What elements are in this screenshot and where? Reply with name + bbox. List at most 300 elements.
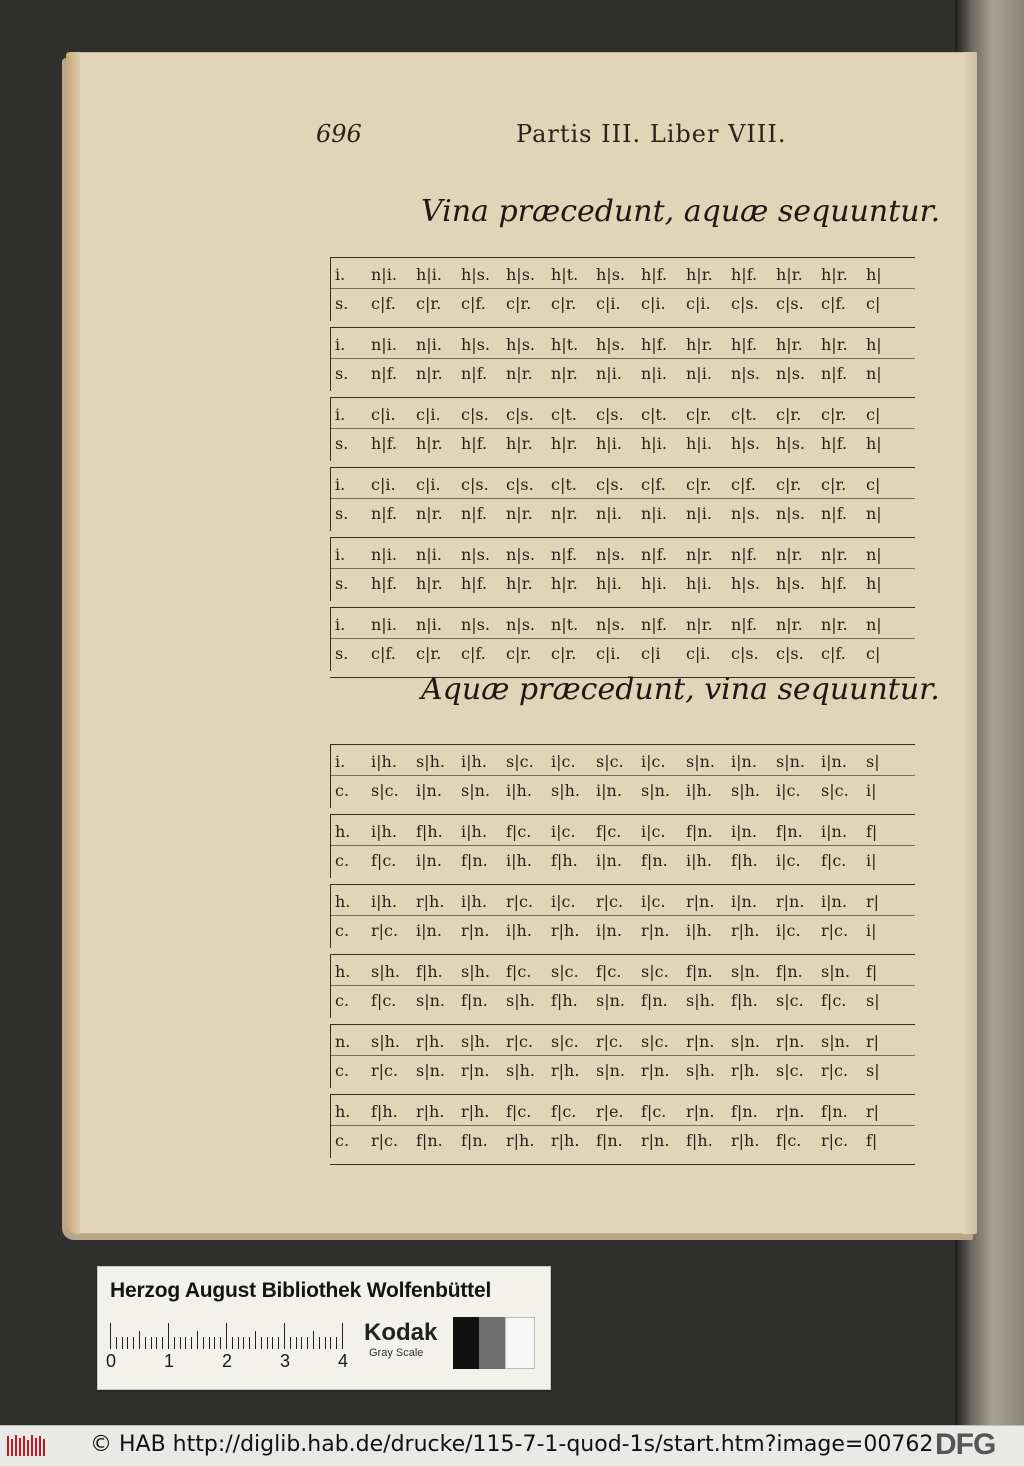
table-cell: h|s. bbox=[596, 264, 625, 284]
table-cell: h|i. bbox=[641, 573, 667, 593]
ruler-tick bbox=[220, 1337, 221, 1349]
table-cell: i. bbox=[335, 404, 346, 424]
table-cell: n| bbox=[866, 614, 882, 634]
table-cell: h|f. bbox=[641, 264, 668, 284]
table-cell: h|t. bbox=[551, 334, 579, 354]
table-cell: h|f. bbox=[461, 573, 488, 593]
table-cell: i|c. bbox=[551, 751, 576, 771]
table-row bbox=[331, 499, 915, 527]
ruler-tick bbox=[122, 1337, 123, 1349]
ruler-tick bbox=[319, 1337, 320, 1349]
table-cell: s|c. bbox=[776, 1060, 804, 1080]
ruler-tick bbox=[336, 1337, 337, 1349]
table-block bbox=[330, 537, 915, 601]
table-cell: s|c. bbox=[551, 961, 579, 981]
dfg-logo: DFG bbox=[935, 1428, 996, 1461]
table-cell: r|h. bbox=[551, 920, 580, 940]
table-cell: f|n. bbox=[416, 1130, 443, 1150]
ruler-tick bbox=[174, 1337, 175, 1349]
table-cell: s|n. bbox=[416, 990, 445, 1010]
table-cell: s|c. bbox=[821, 780, 849, 800]
table-row bbox=[331, 400, 915, 429]
table-cell: h|f. bbox=[461, 433, 488, 453]
table-cell: s|n. bbox=[416, 1060, 445, 1080]
ruler-tick bbox=[203, 1337, 204, 1349]
table-cell: r|n. bbox=[686, 891, 715, 911]
table-cell: h|i. bbox=[686, 573, 712, 593]
book-page bbox=[66, 52, 977, 1234]
table-cell: f|n. bbox=[731, 1101, 758, 1121]
table-cell: i|h. bbox=[686, 780, 712, 800]
table-cell: f|c. bbox=[506, 821, 532, 841]
table-cell: i|n. bbox=[731, 891, 757, 911]
table-cell: f|n. bbox=[461, 850, 488, 870]
table-cell: f|h. bbox=[731, 850, 758, 870]
table-cell: c|i. bbox=[416, 404, 441, 424]
ruler-tick bbox=[168, 1323, 169, 1349]
table-cell: s|h. bbox=[506, 1060, 535, 1080]
table-cell: s|n. bbox=[641, 780, 670, 800]
table-cell: c|f. bbox=[641, 474, 666, 494]
table-cell: n|i. bbox=[416, 544, 442, 564]
table-cell: r|h. bbox=[731, 1130, 760, 1150]
table-cell: f|n. bbox=[461, 990, 488, 1010]
table-cell: c|i. bbox=[596, 643, 621, 663]
table-cell: r|n. bbox=[686, 1101, 715, 1121]
table-cell: f|n. bbox=[821, 1101, 848, 1121]
table-cell: n|f. bbox=[641, 614, 668, 634]
table-cell: h|s. bbox=[776, 573, 805, 593]
table-row bbox=[331, 289, 915, 317]
table-cell: f|h. bbox=[686, 1130, 713, 1150]
ruler-tick bbox=[214, 1337, 215, 1349]
table-block bbox=[330, 744, 915, 808]
ruler-tick bbox=[301, 1337, 302, 1349]
section-title-vina: Vina præcedunt, aquæ sequuntur. bbox=[421, 194, 941, 229]
table-cell: c|r. bbox=[551, 643, 577, 663]
table-cell: r|h. bbox=[416, 891, 445, 911]
table-cell: c| bbox=[866, 474, 881, 494]
table-cell: f| bbox=[866, 961, 878, 981]
table-cell: n|r. bbox=[551, 503, 578, 523]
table-cell: h|s. bbox=[506, 264, 535, 284]
table-cell: h|f. bbox=[821, 573, 848, 593]
table-cell: f|n. bbox=[776, 961, 803, 981]
table-cell: r|c. bbox=[506, 891, 534, 911]
table-cell: h. bbox=[335, 961, 351, 981]
table-block bbox=[330, 327, 915, 391]
table-cell: s|n. bbox=[461, 780, 490, 800]
table-cell: f|h. bbox=[416, 821, 443, 841]
table-cell: s. bbox=[335, 643, 349, 663]
table-cell: h. bbox=[335, 821, 351, 841]
scale-ruler bbox=[106, 1323, 350, 1371]
table-cell: r|e. bbox=[596, 1101, 624, 1121]
gray-swatch-mid bbox=[479, 1317, 505, 1369]
table-cell: f|c. bbox=[551, 1101, 577, 1121]
table-cell: f|c. bbox=[371, 850, 397, 870]
table-cell: f|n. bbox=[686, 961, 713, 981]
table-block bbox=[330, 884, 915, 948]
table-cell: f|c. bbox=[821, 990, 847, 1010]
table-cell: n|r. bbox=[776, 614, 803, 634]
table-cell: f|c. bbox=[596, 821, 622, 841]
table-cell: i. bbox=[335, 334, 346, 354]
table-cell: s|h. bbox=[461, 1031, 490, 1051]
table-bottom-rule bbox=[330, 1164, 915, 1165]
ruler-tick bbox=[185, 1337, 186, 1349]
table-cell: i|c. bbox=[641, 751, 666, 771]
table-cell: c|s. bbox=[596, 404, 624, 424]
table-block bbox=[330, 397, 915, 461]
ruler-tick bbox=[278, 1337, 279, 1349]
table-cell: c|r. bbox=[821, 474, 847, 494]
table-cell: c. bbox=[335, 1060, 350, 1080]
ruler-number: 0 bbox=[106, 1351, 117, 1371]
ruler-tick bbox=[342, 1323, 343, 1349]
table-cell: n|f. bbox=[731, 614, 758, 634]
table-row bbox=[331, 1027, 915, 1056]
gray-swatch-black bbox=[453, 1317, 479, 1369]
table-cell: c|r. bbox=[416, 643, 442, 663]
table-cell: c|r. bbox=[776, 474, 802, 494]
table-cell: c|t. bbox=[731, 404, 757, 424]
table-cell: r|n. bbox=[776, 891, 805, 911]
table-cell: n|s. bbox=[731, 503, 760, 523]
table-cell: r| bbox=[866, 1031, 880, 1051]
table-cell: s. bbox=[335, 503, 349, 523]
table-cell: n|i. bbox=[641, 503, 667, 523]
table-cell: s|c. bbox=[641, 961, 669, 981]
table-cell: s|h. bbox=[506, 990, 535, 1010]
table-cell: h|r. bbox=[506, 433, 533, 453]
table-cell: r|n. bbox=[641, 1060, 670, 1080]
table-cell: r|c. bbox=[821, 1130, 849, 1150]
table-block bbox=[330, 954, 915, 1018]
table-cell: f|c. bbox=[641, 1101, 667, 1121]
table-cell: c|s. bbox=[596, 474, 624, 494]
table-cell: r|h. bbox=[551, 1060, 580, 1080]
table-cell: r|c. bbox=[821, 1060, 849, 1080]
table-cell: i|n. bbox=[416, 920, 442, 940]
ruler-tick bbox=[307, 1337, 308, 1349]
table-cell: n|r. bbox=[416, 503, 443, 523]
ruler-tick bbox=[110, 1323, 111, 1349]
table-cell: s|h. bbox=[686, 990, 715, 1010]
table-cell: f| bbox=[866, 1130, 878, 1150]
table-row bbox=[331, 1056, 915, 1084]
source-url-link[interactable]: © HAB http://diglib.hab.de/drucke/115-7-1-quod-1s/start.htm?image=00762 bbox=[90, 1432, 934, 1457]
table-cell: s|n. bbox=[821, 961, 850, 981]
table-block bbox=[330, 467, 915, 531]
table-cell: i| bbox=[866, 920, 877, 940]
table-cell: n|i. bbox=[596, 503, 622, 523]
table-cell: c|f. bbox=[371, 293, 396, 313]
table-cell: c|i. bbox=[371, 404, 396, 424]
table-cell: h. bbox=[335, 891, 351, 911]
table-row bbox=[331, 916, 915, 944]
table-cell: h| bbox=[866, 573, 882, 593]
ruler-tick bbox=[151, 1337, 152, 1349]
table-cell: i|c. bbox=[776, 850, 801, 870]
table-cell: s|h. bbox=[371, 961, 400, 981]
ruler-number: 4 bbox=[338, 1351, 349, 1371]
table-cell: c|r. bbox=[506, 643, 532, 663]
table-cell: r| bbox=[866, 891, 880, 911]
table-cell: r|n. bbox=[686, 1031, 715, 1051]
table-cell: c|s. bbox=[461, 474, 489, 494]
table-row bbox=[331, 260, 915, 289]
table-cell: h| bbox=[866, 334, 882, 354]
table-cell: c|s. bbox=[731, 293, 759, 313]
table-cell: c|f. bbox=[461, 293, 486, 313]
table-cell: r|h. bbox=[461, 1101, 490, 1121]
table-cell: n|f. bbox=[461, 503, 488, 523]
table-cell: h|i. bbox=[416, 264, 442, 284]
table-cell: r|n. bbox=[641, 920, 670, 940]
table-cell: f|c. bbox=[776, 1130, 802, 1150]
table-cell: f|n. bbox=[686, 821, 713, 841]
table-cell: r|n. bbox=[461, 920, 490, 940]
ruler-tick bbox=[127, 1337, 128, 1349]
table-row bbox=[331, 776, 915, 804]
table-cell: i|n. bbox=[821, 891, 847, 911]
table-cell: s. bbox=[335, 293, 349, 313]
table-cell: c|i. bbox=[641, 293, 666, 313]
table-cell: r|h. bbox=[731, 1060, 760, 1080]
table-cell: f|c. bbox=[596, 961, 622, 981]
table-cell: r|h. bbox=[416, 1101, 445, 1121]
table-cell: h|f. bbox=[371, 573, 398, 593]
table-cell: c|r. bbox=[686, 404, 712, 424]
table-cell: i. bbox=[335, 544, 346, 564]
table-cell: s|h. bbox=[416, 751, 445, 771]
table-cell: n. bbox=[335, 1031, 351, 1051]
table-cell: c|t. bbox=[551, 404, 577, 424]
page-number: 696 bbox=[316, 120, 362, 148]
table-cell: h|s. bbox=[731, 433, 760, 453]
table-cell: h|r. bbox=[776, 334, 803, 354]
table-cell: n|f. bbox=[641, 544, 668, 564]
gray-scale-label: Gray Scale bbox=[369, 1347, 424, 1359]
table-cell: c|r. bbox=[416, 293, 442, 313]
table-cell: s|h. bbox=[461, 961, 490, 981]
table-cell: i. bbox=[335, 751, 346, 771]
ruler-tick bbox=[209, 1337, 210, 1349]
gray-swatch-white bbox=[505, 1317, 535, 1369]
table-cell: r|c. bbox=[596, 1031, 624, 1051]
ruler-tick bbox=[284, 1323, 285, 1349]
table-cell: n|f. bbox=[821, 363, 848, 383]
table-cell: s|c. bbox=[776, 990, 804, 1010]
ruler-number: 2 bbox=[222, 1351, 233, 1371]
table-cell: h|r. bbox=[821, 264, 848, 284]
table-cell: i|n. bbox=[596, 780, 622, 800]
table-cell: i|c. bbox=[641, 821, 666, 841]
table-cell: c|i. bbox=[686, 643, 711, 663]
table-cell: f|c. bbox=[506, 1101, 532, 1121]
table-cell: n|f. bbox=[461, 363, 488, 383]
table-cell: n|s. bbox=[596, 614, 625, 634]
table-cell: n|f. bbox=[371, 503, 398, 523]
table-cell: i|h. bbox=[686, 850, 712, 870]
table-cell: n|f. bbox=[731, 544, 758, 564]
table-cell: s. bbox=[335, 433, 349, 453]
table-row bbox=[331, 540, 915, 569]
table-cell: n|i. bbox=[641, 363, 667, 383]
table-cell: h|t. bbox=[551, 264, 579, 284]
table-cell: r|n. bbox=[776, 1031, 805, 1051]
table-cell: c|t. bbox=[641, 404, 667, 424]
ruler-tick bbox=[313, 1331, 314, 1349]
table-cell: r|c. bbox=[371, 1060, 399, 1080]
table-cell: i|h. bbox=[371, 751, 397, 771]
table-cell: i. bbox=[335, 474, 346, 494]
table-aquae bbox=[330, 744, 915, 1165]
table-cell: i|c. bbox=[776, 920, 801, 940]
table-cell: f|n. bbox=[641, 990, 668, 1010]
table-cell: f|n. bbox=[641, 850, 668, 870]
table-cell: i|h. bbox=[461, 821, 487, 841]
table-cell: h|r. bbox=[686, 264, 713, 284]
table-cell: i|c. bbox=[551, 891, 576, 911]
table-cell: h|s. bbox=[506, 334, 535, 354]
table-cell: r|c. bbox=[371, 1130, 399, 1150]
table-cell: s|c. bbox=[551, 1031, 579, 1051]
table-cell: r|n. bbox=[776, 1101, 805, 1121]
ruler-tick bbox=[267, 1337, 268, 1349]
table-cell: c|i. bbox=[371, 474, 396, 494]
table-row bbox=[331, 846, 915, 874]
table-cell: h|s. bbox=[596, 334, 625, 354]
table-cell: f|h. bbox=[551, 990, 578, 1010]
table-cell: c|s. bbox=[461, 404, 489, 424]
table-cell: h|r. bbox=[506, 573, 533, 593]
table-cell: r|h. bbox=[551, 1130, 580, 1150]
table-cell: n| bbox=[866, 363, 882, 383]
table-cell: s|c. bbox=[596, 751, 624, 771]
table-cell: c. bbox=[335, 780, 350, 800]
table-cell: i|n. bbox=[416, 850, 442, 870]
table-cell: n|i. bbox=[686, 503, 712, 523]
table-cell: n|i. bbox=[596, 363, 622, 383]
table-cell: s|n. bbox=[686, 751, 715, 771]
table-cell: c|r. bbox=[506, 293, 532, 313]
kodak-logo: Kodak bbox=[364, 1319, 438, 1346]
table-cell: i|c. bbox=[551, 821, 576, 841]
ruler-tick bbox=[145, 1337, 146, 1349]
ruler-number: 3 bbox=[280, 1351, 291, 1371]
table-cell: c|i. bbox=[686, 293, 711, 313]
table-cell: h|f. bbox=[641, 334, 668, 354]
table-cell: h|i. bbox=[596, 573, 622, 593]
table-cell: i|h. bbox=[461, 751, 487, 771]
table-cell: f|c. bbox=[371, 990, 397, 1010]
table-block bbox=[330, 1094, 915, 1158]
table-cell: c|s. bbox=[776, 293, 804, 313]
table-cell: i|c. bbox=[776, 780, 801, 800]
table-row bbox=[331, 359, 915, 387]
table-cell: n|s. bbox=[731, 363, 760, 383]
table-cell: r| bbox=[866, 1101, 880, 1121]
table-cell: h|i. bbox=[596, 433, 622, 453]
table-row bbox=[331, 429, 915, 457]
table-cell: n|r. bbox=[416, 363, 443, 383]
table-cell: n|r. bbox=[506, 503, 533, 523]
table-cell: s|n. bbox=[596, 990, 625, 1010]
table-cell: i|h. bbox=[506, 780, 532, 800]
ruler-tick bbox=[226, 1323, 227, 1349]
table-row bbox=[331, 330, 915, 359]
viewer-footer bbox=[0, 1425, 1024, 1466]
table-cell: i|n. bbox=[821, 751, 847, 771]
ruler-tick bbox=[272, 1337, 273, 1349]
ruler-tick bbox=[232, 1337, 233, 1349]
table-cell: n|f. bbox=[371, 363, 398, 383]
table-cell: c|f. bbox=[731, 474, 756, 494]
table-row bbox=[331, 610, 915, 639]
barcode-icon bbox=[6, 1433, 48, 1459]
table-cell: f|c. bbox=[821, 850, 847, 870]
table-cell: h| bbox=[866, 264, 882, 284]
ruler-tick bbox=[197, 1331, 198, 1349]
table-block bbox=[330, 814, 915, 878]
table-block bbox=[330, 607, 915, 671]
table-cell: s|c. bbox=[641, 1031, 669, 1051]
table-cell: h|r. bbox=[551, 433, 578, 453]
table-cell: h|i. bbox=[686, 433, 712, 453]
table-cell: n|s. bbox=[776, 503, 805, 523]
table-cell: n|s. bbox=[596, 544, 625, 564]
table-cell: s| bbox=[866, 1060, 880, 1080]
table-cell: s|c. bbox=[506, 751, 534, 771]
table-cell: i|n. bbox=[731, 821, 757, 841]
table-cell: c|i bbox=[641, 643, 661, 663]
ruler-tick bbox=[116, 1337, 117, 1349]
table-cell: s|c. bbox=[371, 780, 399, 800]
ruler-tick bbox=[162, 1337, 163, 1349]
table-cell: i|h. bbox=[371, 891, 397, 911]
table-row bbox=[331, 470, 915, 499]
table-cell: r|n. bbox=[461, 1060, 490, 1080]
table-cell: c|f. bbox=[821, 643, 846, 663]
table-cell: n| bbox=[866, 544, 882, 564]
ruler-number: 1 bbox=[164, 1351, 175, 1371]
ruler-tick bbox=[180, 1337, 181, 1349]
table-cell: n|i. bbox=[371, 264, 397, 284]
table-cell: c|f. bbox=[821, 293, 846, 313]
running-head: Partis III. Liber VIII. bbox=[516, 120, 787, 148]
table-cell: h|r. bbox=[551, 573, 578, 593]
table-cell: s|h. bbox=[371, 1031, 400, 1051]
table-cell: c|s. bbox=[731, 643, 759, 663]
table-cell: n|s. bbox=[461, 614, 490, 634]
ruler-tick bbox=[191, 1337, 192, 1349]
table-cell: c|r. bbox=[686, 474, 712, 494]
table-cell: c. bbox=[335, 920, 350, 940]
table-cell: i|n. bbox=[596, 920, 622, 940]
table-row bbox=[331, 1126, 915, 1154]
table-cell: c|r. bbox=[776, 404, 802, 424]
table-cell: c|f. bbox=[461, 643, 486, 663]
table-cell: c|i. bbox=[416, 474, 441, 494]
table-cell: f| bbox=[866, 821, 878, 841]
table-cell: c| bbox=[866, 293, 881, 313]
table-cell: r|n. bbox=[641, 1130, 670, 1150]
table-cell: i. bbox=[335, 614, 346, 634]
table-cell: f|h. bbox=[371, 1101, 398, 1121]
table-cell: i. bbox=[335, 264, 346, 284]
